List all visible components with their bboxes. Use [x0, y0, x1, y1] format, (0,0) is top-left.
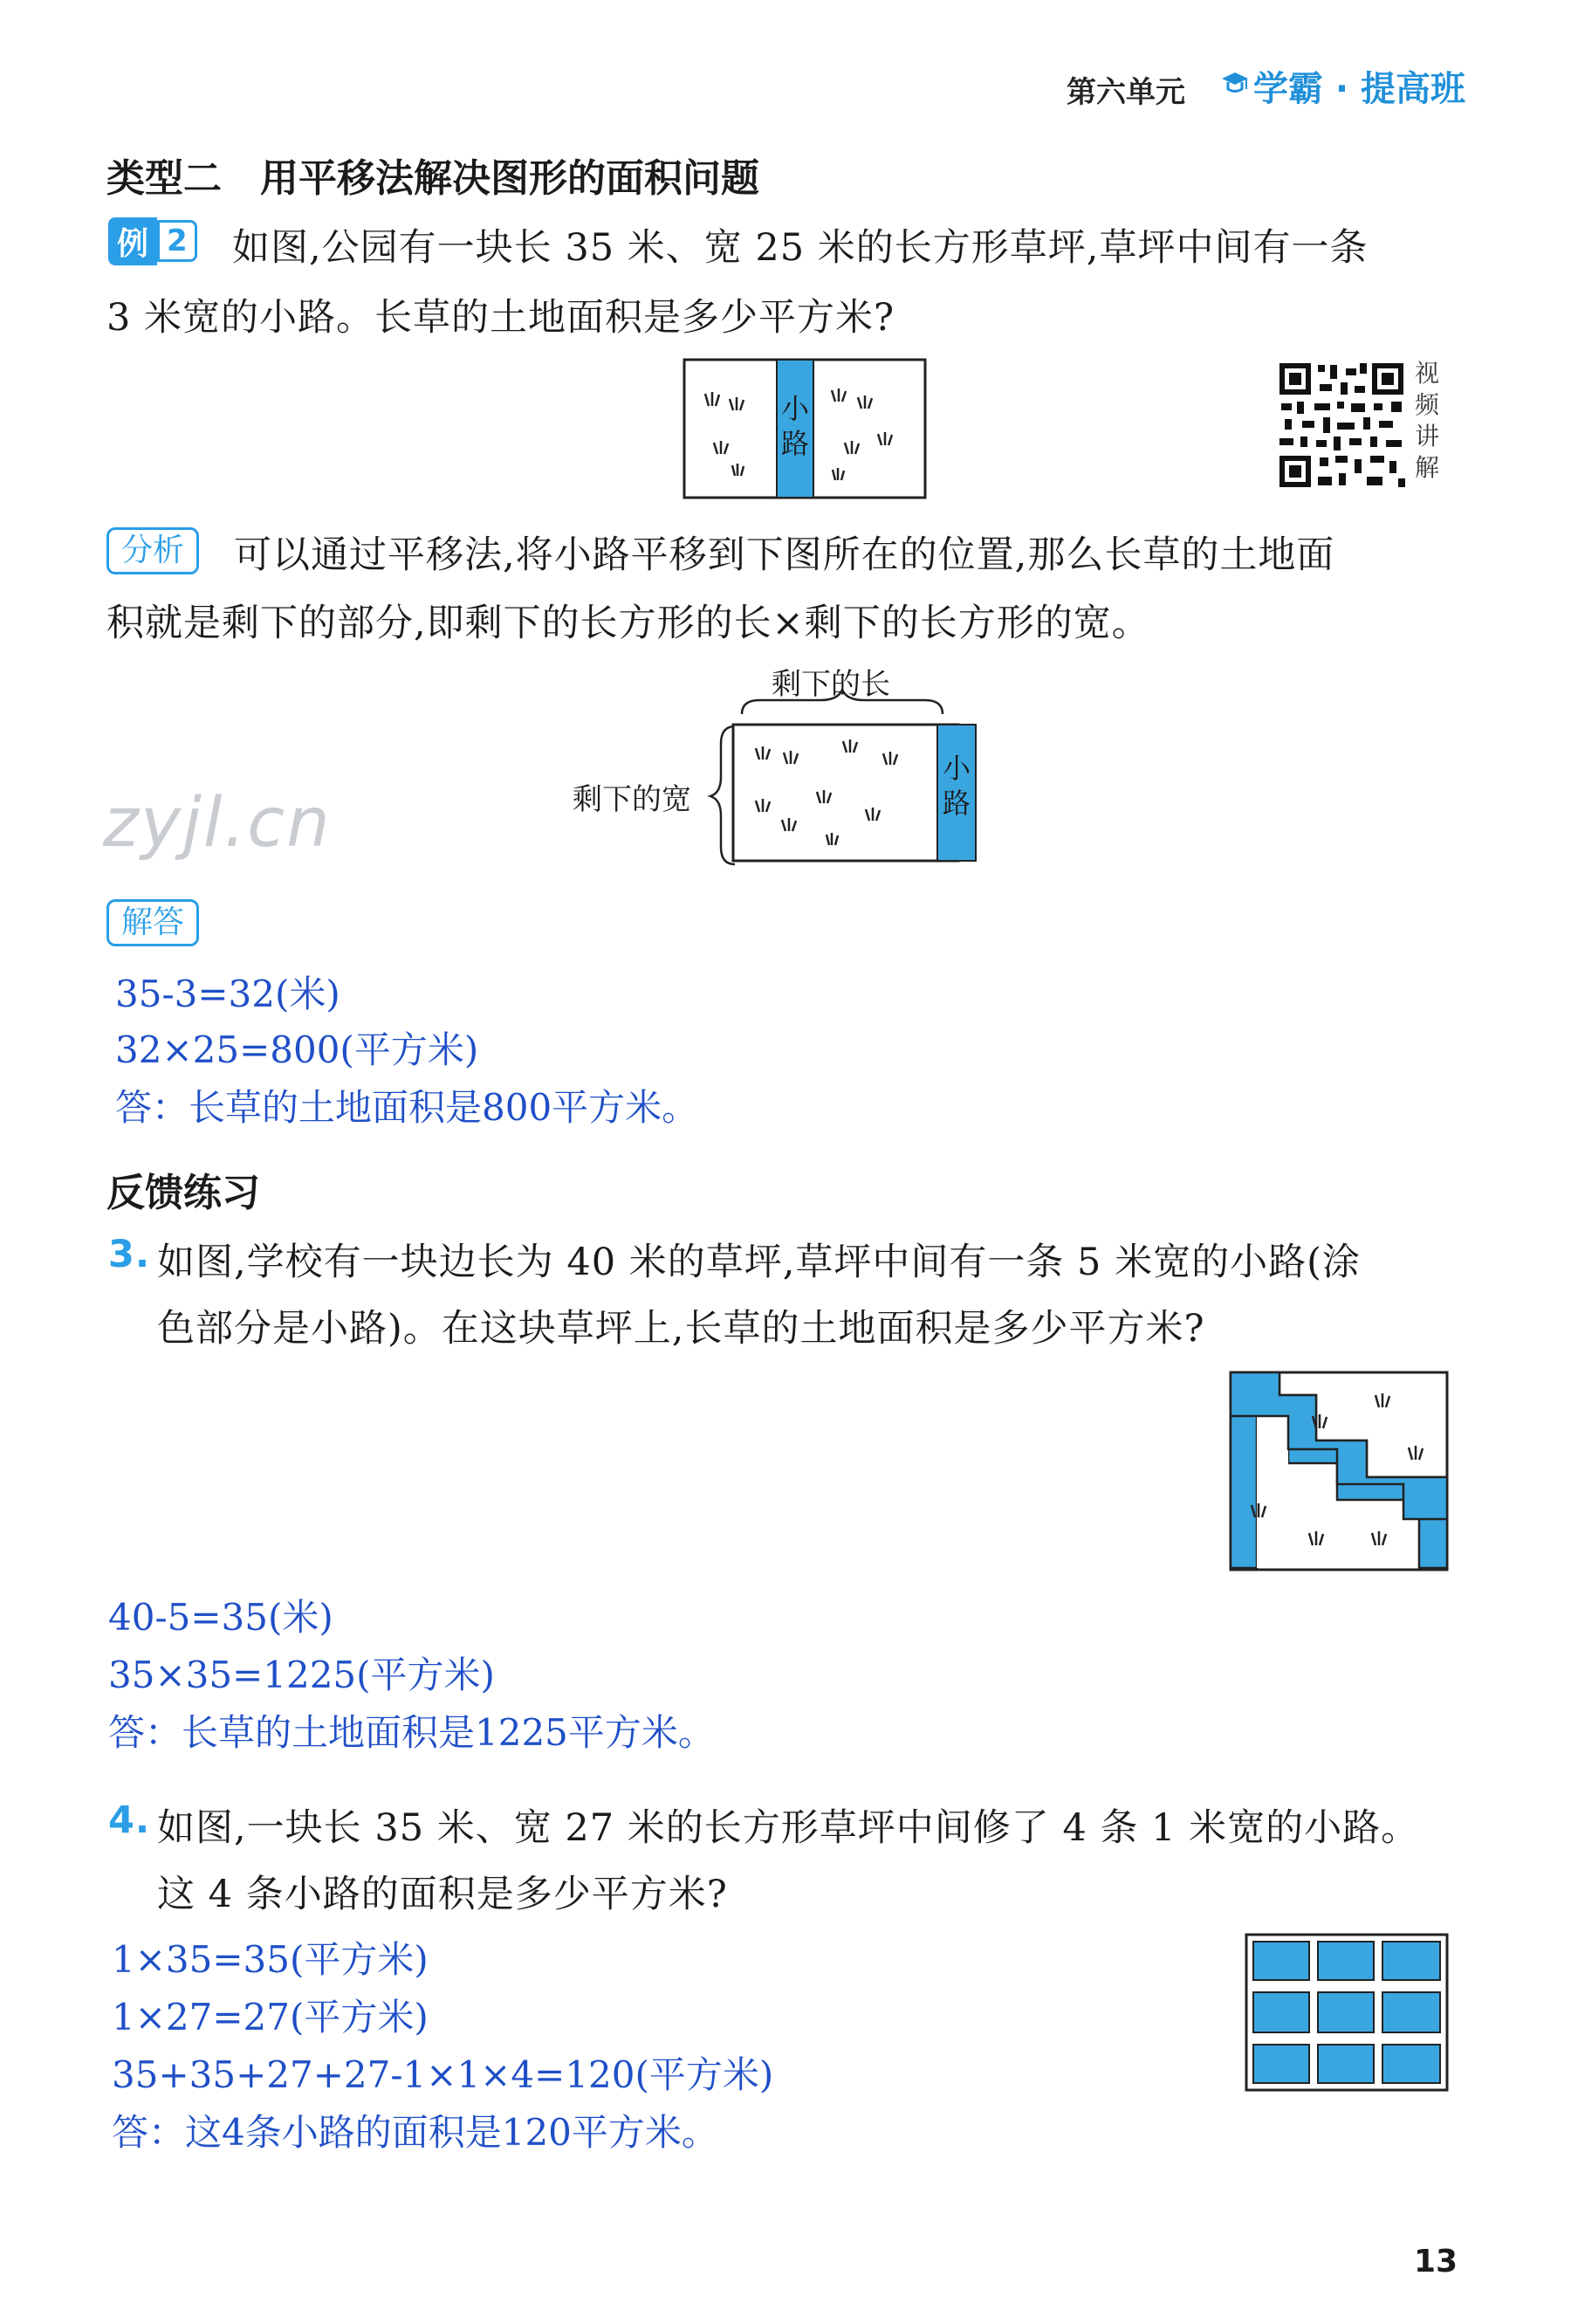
solution-tag: 解答 [106, 899, 199, 946]
page-number: 13 [1414, 2244, 1458, 2279]
moved-path-label: 小路 [942, 752, 971, 820]
analysis-text-line2: 积就是剩下的部分,即剩下的长方形的长×剩下的长方形的宽。 [106, 602, 1150, 645]
remaining-width-label: 剩下的宽 [573, 782, 691, 817]
question-3-answer-3: 答：长草的土地面积是1225平方米。 [108, 1711, 715, 1754]
question-4-line1: 如图,一块长 35 米、宽 27 米的长方形草坪中间修了 4 条 1 米宽的小路。 [157, 1806, 1420, 1850]
watermark: zyjl.cn [103, 784, 332, 863]
question-4-answer-2: 1×27=27(平方米) [112, 1996, 429, 2039]
solution-line-1: 35-3=32(米) [115, 973, 340, 1015]
question-3-answer-1: 40-5=35(米) [108, 1596, 333, 1639]
analysis-tag: 分析 [106, 527, 199, 574]
question-3-line2: 色部分是小路)。在这块草坪上,长草的土地面积是多少平方米? [157, 1307, 1205, 1351]
example-text-line2: 3 米宽的小路。长草的土地面积是多少平方米? [106, 296, 895, 340]
solution-line-3: 答：长草的土地面积是800平方米。 [115, 1086, 699, 1129]
question-4-answer-1: 1×35=35(平方米) [112, 1938, 429, 1981]
example-badge [108, 218, 197, 264]
analysis-text-line1: 可以通过平移法,将小路平移到下图所在的位置,那么长草的土地面 [234, 533, 1335, 577]
question-3-lawn-figure [1229, 1371, 1449, 1571]
qr-code-icon [1276, 360, 1407, 491]
analysis-lawn-figure [716, 690, 978, 873]
brand-text: 学霸 · 提高班 [1253, 69, 1466, 109]
solution-line-2: 32×25=800(平方米) [115, 1028, 479, 1071]
question-4-grid-figure [1245, 1933, 1449, 2092]
video-explanation-label: 视 频 讲 解 [1414, 359, 1439, 482]
example-badge-number: 2 [157, 220, 197, 262]
brand-logo [1220, 61, 1465, 111]
section-title: 类型二 用平移法解决图形的面积问题 [106, 156, 759, 201]
question-3-answer-2: 35×35=1225(平方米) [108, 1654, 495, 1696]
example-text-line1: 如图,公园有一块长 35 米、宽 25 米的长方形草坪,草坪中间有一条 [232, 226, 1369, 270]
remaining-length-label: 剩下的长 [772, 667, 890, 702]
path-label: 小路 [780, 392, 809, 460]
question-4-answer-3: 35+35+27+27-1×1×4=120(平方米) [112, 2053, 774, 2096]
example-badge-label: 例 [108, 217, 157, 265]
question-4-answer-4: 答：这4条小路的面积是120平方米。 [112, 2111, 718, 2154]
question-3-line1: 如图,学校有一块边长为 40 米的草坪,草坪中间有一条 5 米宽的小路(涂 [157, 1241, 1361, 1284]
feedback-title: 反馈练习 [106, 1171, 260, 1215]
graduation-cap-icon [1220, 70, 1250, 103]
unit-label: 第六单元 [1067, 75, 1185, 110]
question-3-number: 3. [108, 1233, 151, 1276]
question-4-number: 4. [108, 1798, 151, 1842]
question-4-line2: 这 4 条小路的面积是多少平方米? [157, 1873, 728, 1916]
